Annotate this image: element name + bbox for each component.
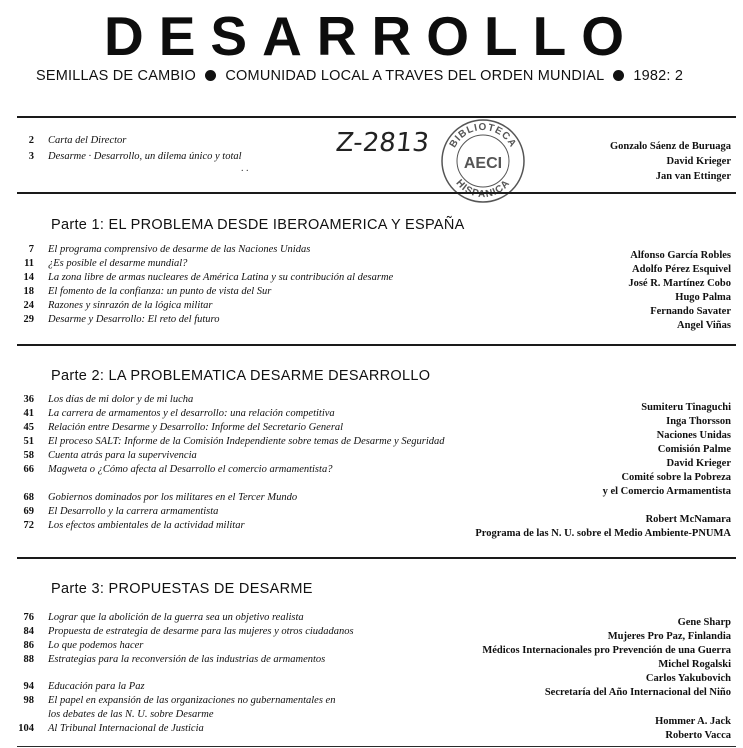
subtitle-mid: COMUNIDAD LOCAL A TRAVES DEL ORDEN MUNDIAL bbox=[225, 68, 604, 84]
page-number: 24 bbox=[23, 300, 34, 311]
author-name: Roberto Vacca bbox=[665, 730, 731, 741]
page-number: 76 bbox=[23, 612, 34, 623]
author-name: Fernando Savater bbox=[650, 306, 731, 317]
author-line bbox=[0, 644, 743, 658]
author-line bbox=[0, 527, 743, 541]
author-line bbox=[0, 658, 743, 672]
stamp-center-text: AECI bbox=[463, 155, 503, 172]
entry-title: Gobiernos dominados por los militares en el Tercer Mundo bbox=[48, 492, 298, 503]
author-name: David Krieger bbox=[666, 156, 731, 167]
page-number: 88 bbox=[23, 654, 34, 665]
section-heading-part3: Parte 3: PROPUESTAS DE DESARME bbox=[51, 581, 313, 597]
toc-entry bbox=[0, 257, 743, 275]
page-number: 3 bbox=[28, 151, 34, 162]
author-line bbox=[0, 471, 743, 485]
entry-title: Los efectos ambientales de la actividad militar bbox=[48, 520, 245, 531]
toc-entry bbox=[0, 313, 743, 331]
author-line bbox=[0, 401, 743, 415]
author-name: Angel Viñas bbox=[677, 320, 731, 331]
page-number: 98 bbox=[23, 695, 34, 706]
author-name: Robert McNamara bbox=[645, 514, 731, 525]
entry-title: Educación para la Paz bbox=[48, 681, 145, 692]
page-number: 94 bbox=[23, 681, 34, 692]
author-name: Alfonso García Robles bbox=[630, 250, 731, 261]
page-number: 7 bbox=[28, 244, 34, 255]
divider bbox=[17, 116, 736, 118]
author-line bbox=[0, 672, 743, 686]
toc-entry bbox=[0, 243, 743, 261]
masthead-title: DESARROLLO bbox=[104, 5, 639, 67]
toc-entry bbox=[0, 271, 743, 289]
subtitle-right: 1982: 2 bbox=[633, 68, 684, 84]
entry-title: los debates de las N. U. sobre Desarme bbox=[48, 709, 214, 720]
author-name: David Krieger bbox=[666, 458, 731, 469]
page-number: 69 bbox=[23, 506, 34, 517]
entry-title: El programa comprensivo de desarme de las Naciones Unidas bbox=[48, 244, 311, 255]
page-number: 66 bbox=[23, 464, 34, 475]
entry-title: Razones y sinrazón de la lógica militar bbox=[48, 300, 213, 311]
author-name: Comité sobre la Pobreza bbox=[621, 472, 731, 483]
author-name: Comisión Palme bbox=[657, 444, 731, 455]
masthead-subtitle bbox=[36, 68, 736, 84]
divider bbox=[17, 192, 736, 194]
entry-title: Los días de mi dolor y de mi lucha bbox=[48, 394, 194, 405]
author-name: Hugo Palma bbox=[675, 292, 731, 303]
page-number: 45 bbox=[23, 422, 34, 433]
stamp-top-text: BIBLIOTECA bbox=[447, 122, 519, 150]
entry-title: La carrera de armamentos y el desarrollo: una relación competitiva bbox=[48, 408, 335, 419]
author-line bbox=[0, 443, 743, 457]
divider bbox=[17, 746, 736, 747]
entry-title: Relación entre Desarme y Desarrollo: Informe del Secretario General bbox=[48, 422, 344, 433]
ellipsis-mark: . . bbox=[241, 163, 249, 174]
author-name: Médicos Internacionales pro Prevención de una Guerra bbox=[482, 645, 731, 656]
section-heading-part2: Parte 2: LA PROBLEMATICA DESARME DESARROLLO bbox=[51, 368, 431, 384]
subtitle-left: SEMILLAS DE CAMBIO bbox=[36, 68, 196, 84]
handwritten-catalog-code: Z-2813 bbox=[334, 128, 431, 158]
entry-title: Propuesta de estrategia de desarme para las mujeres y otros ciudadanos bbox=[48, 626, 354, 637]
entry-title: Desarme y Desarrollo: El reto del futuro bbox=[48, 314, 220, 325]
entry-title: Lo que podemos hacer bbox=[48, 640, 144, 651]
page-number: 58 bbox=[23, 450, 34, 461]
svg-text:BIBLIOTECA bbox=[448, 122, 519, 150]
page-number: 68 bbox=[23, 492, 34, 503]
entry-title: Estrategias para la reconversión de las industrias de armamentos bbox=[48, 654, 326, 665]
page-number: 51 bbox=[23, 436, 34, 447]
author-line bbox=[0, 616, 743, 630]
section-heading-part1: Parte 1: EL PROBLEMA DESDE IBEROAMERICA Y ESPAÑA bbox=[51, 217, 465, 233]
author-line bbox=[0, 513, 743, 527]
author-name: Michel Rogalski bbox=[658, 659, 731, 670]
entry-title: Magweta o ¿Cómo afecta al Desarrollo el comercio armamentista? bbox=[48, 464, 333, 475]
page-number: 29 bbox=[23, 314, 34, 325]
divider bbox=[17, 344, 736, 346]
entry-title: El fomento de la confianza: un punto de vista del Sur bbox=[48, 286, 272, 297]
author-name: Jan van Ettinger bbox=[655, 171, 731, 182]
page-number: 2 bbox=[28, 135, 34, 146]
stamp-bottom-text: HISPANICA bbox=[453, 177, 513, 201]
author-line bbox=[0, 715, 743, 729]
author-line bbox=[0, 457, 743, 471]
bullet-icon bbox=[613, 70, 624, 81]
entry-title: Cuenta atrás para la supervivencia bbox=[48, 450, 197, 461]
page-number: 41 bbox=[23, 408, 34, 419]
page-number: 14 bbox=[23, 272, 34, 283]
author-name: Carlos Yakubovich bbox=[645, 673, 731, 684]
author-name: Sumiteru Tinaguchi bbox=[641, 402, 731, 413]
page-number: 36 bbox=[23, 394, 34, 405]
entry-title: Carta del Director bbox=[48, 135, 127, 146]
entry-title: Lograr que la abolición de la guerra sea un objetivo realista bbox=[48, 612, 304, 623]
author-line bbox=[0, 485, 743, 499]
page-number: 104 bbox=[18, 723, 34, 734]
entry-title: ¿Es posible el desarme mundial? bbox=[48, 258, 188, 269]
page-number: 72 bbox=[23, 520, 34, 531]
author-line bbox=[0, 170, 743, 184]
author-line bbox=[0, 729, 743, 743]
entry-title: El proceso SALT: Informe de la Comisión Independiente sobre temas de Desarme y Seguridad bbox=[48, 436, 445, 447]
author-name: Mujeres Pro Paz, Finlandia bbox=[607, 631, 731, 642]
divider bbox=[17, 557, 736, 559]
author-name: Inga Thorsson bbox=[666, 416, 731, 427]
author-line bbox=[0, 630, 743, 644]
page-number: 11 bbox=[24, 258, 34, 269]
entry-title: Al Tribunal Internacional de Justicia bbox=[48, 723, 204, 734]
author-name: José R. Martínez Cobo bbox=[628, 278, 731, 289]
author-name: Hommer A. Jack bbox=[655, 716, 731, 727]
author-name: Secretaría del Año Internacional del Niño bbox=[544, 687, 731, 698]
author-line bbox=[0, 686, 743, 700]
author-line bbox=[0, 415, 743, 429]
author-name: Gonzalo Sáenz de Buruaga bbox=[609, 141, 731, 152]
bullet-icon bbox=[205, 70, 216, 81]
entry-title: El papel en expansión de las organizaciones no gubernamentales en bbox=[48, 695, 336, 706]
author-name: Gene Sharp bbox=[677, 617, 731, 628]
page-number: 18 bbox=[23, 286, 34, 297]
author-name: Adolfo Pérez Esquivel bbox=[632, 264, 731, 275]
page-number: 84 bbox=[23, 626, 34, 637]
toc-entry bbox=[0, 299, 743, 317]
author-name: Programa de las N. U. sobre el Medio Ambiente-PNUMA bbox=[475, 528, 731, 539]
toc-entry bbox=[0, 285, 743, 303]
entry-title: El Desarrollo y la carrera armamentista bbox=[48, 506, 219, 517]
author-name: y el Comercio Armamentista bbox=[602, 486, 731, 497]
page-number: 86 bbox=[23, 640, 34, 651]
entry-title: Desarme · Desarrollo, un dilema único y total bbox=[48, 151, 242, 162]
author-name: Naciones Unidas bbox=[656, 430, 731, 441]
author-line bbox=[0, 429, 743, 443]
entry-title: La zona libre de armas nucleares de América Latina y su contribución al desarme bbox=[48, 272, 394, 283]
